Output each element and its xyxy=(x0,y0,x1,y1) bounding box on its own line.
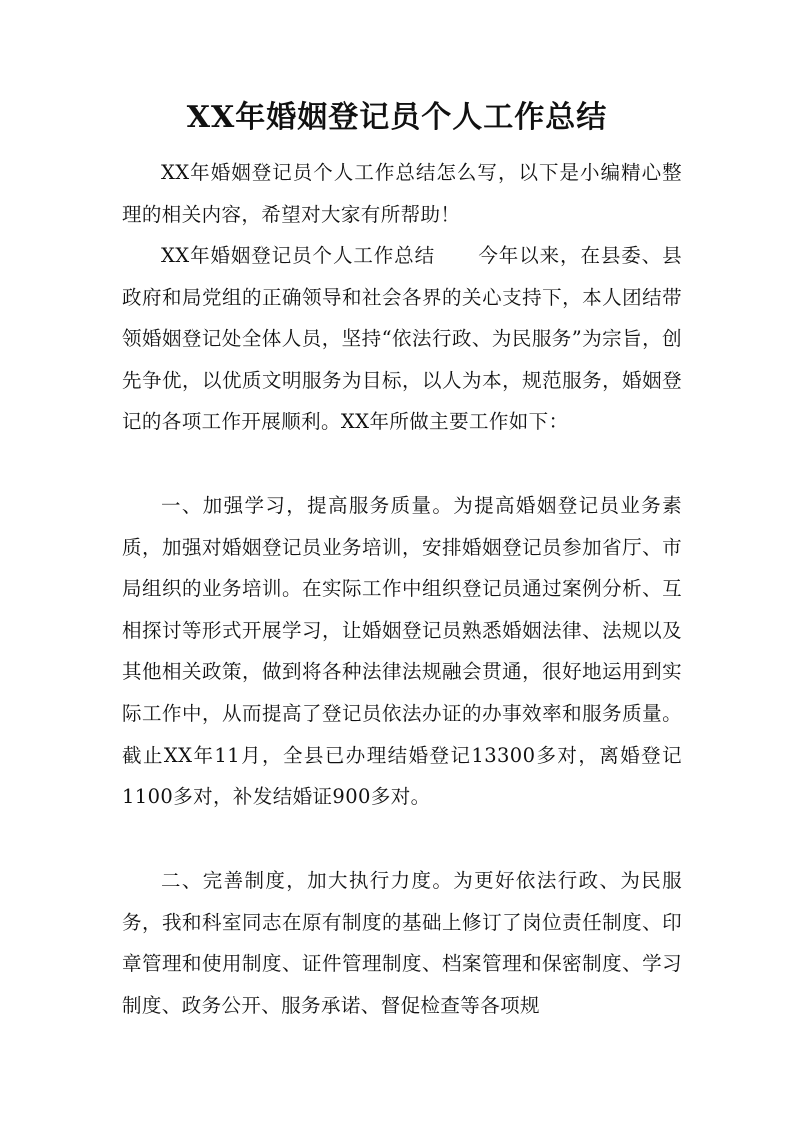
main-heading: XX年婚姻登记员个人工作总结 xyxy=(161,244,435,267)
main-paragraph xyxy=(122,235,682,443)
main-paragraph-block xyxy=(122,235,682,443)
intro-paragraph-block xyxy=(122,152,682,235)
intro-paragraph: XX年婚姻登记员个人工作总结怎么写，以下是小编精心整理的相关内容，希望对大家有所帮助！ xyxy=(122,161,682,226)
document-title: XX年婚姻登记员个人工作总结 xyxy=(186,100,608,135)
section-one-block xyxy=(122,485,682,818)
section-two-block xyxy=(122,860,682,1026)
main-body: 今年以来，在县委、县政府和局党组的正确领导和社会各界的关心支持下，本人团结带领婚姻登记处全体人员，坚持“依法行政、为民服务”为宗旨，创先争优，以优质文明服务为目标，以人为本，规范服务，婚姻登记的各项工作开展顺利。XX年所做主要工作如下： xyxy=(122,244,682,434)
section-one-paragraph: 一、加强学习，提高服务质量。为提高婚姻登记员业务素质，加强对婚姻登记员业务培训，安排婚姻登记员参加省厅、市局组织的业务培训。在实际工作中组织登记员通过案例分析、互相探讨等形式开展学习，让婚姻登记员熟悉婚姻法律、法规以及其他相关政策，做到将各种法律法规融会贯通，很好地运用到实际工作中，从而提高了登记员依法办证的办事效率和服务质量。截止XX年11月，全县已办理结婚登记13300多对，离婚登记1100多对，补发结婚证900多对。 xyxy=(122,494,682,809)
section-two-paragraph: 二、完善制度，加大执行力度。为更好依法行政、为民服务，我和科室同志在原有制度的基础上修订了岗位责任制度、印章管理和使用制度、证件管理制度、档案管理和保密制度、学习制度、政务公开、服务承诺、督促检查等各项规 xyxy=(122,869,682,1017)
